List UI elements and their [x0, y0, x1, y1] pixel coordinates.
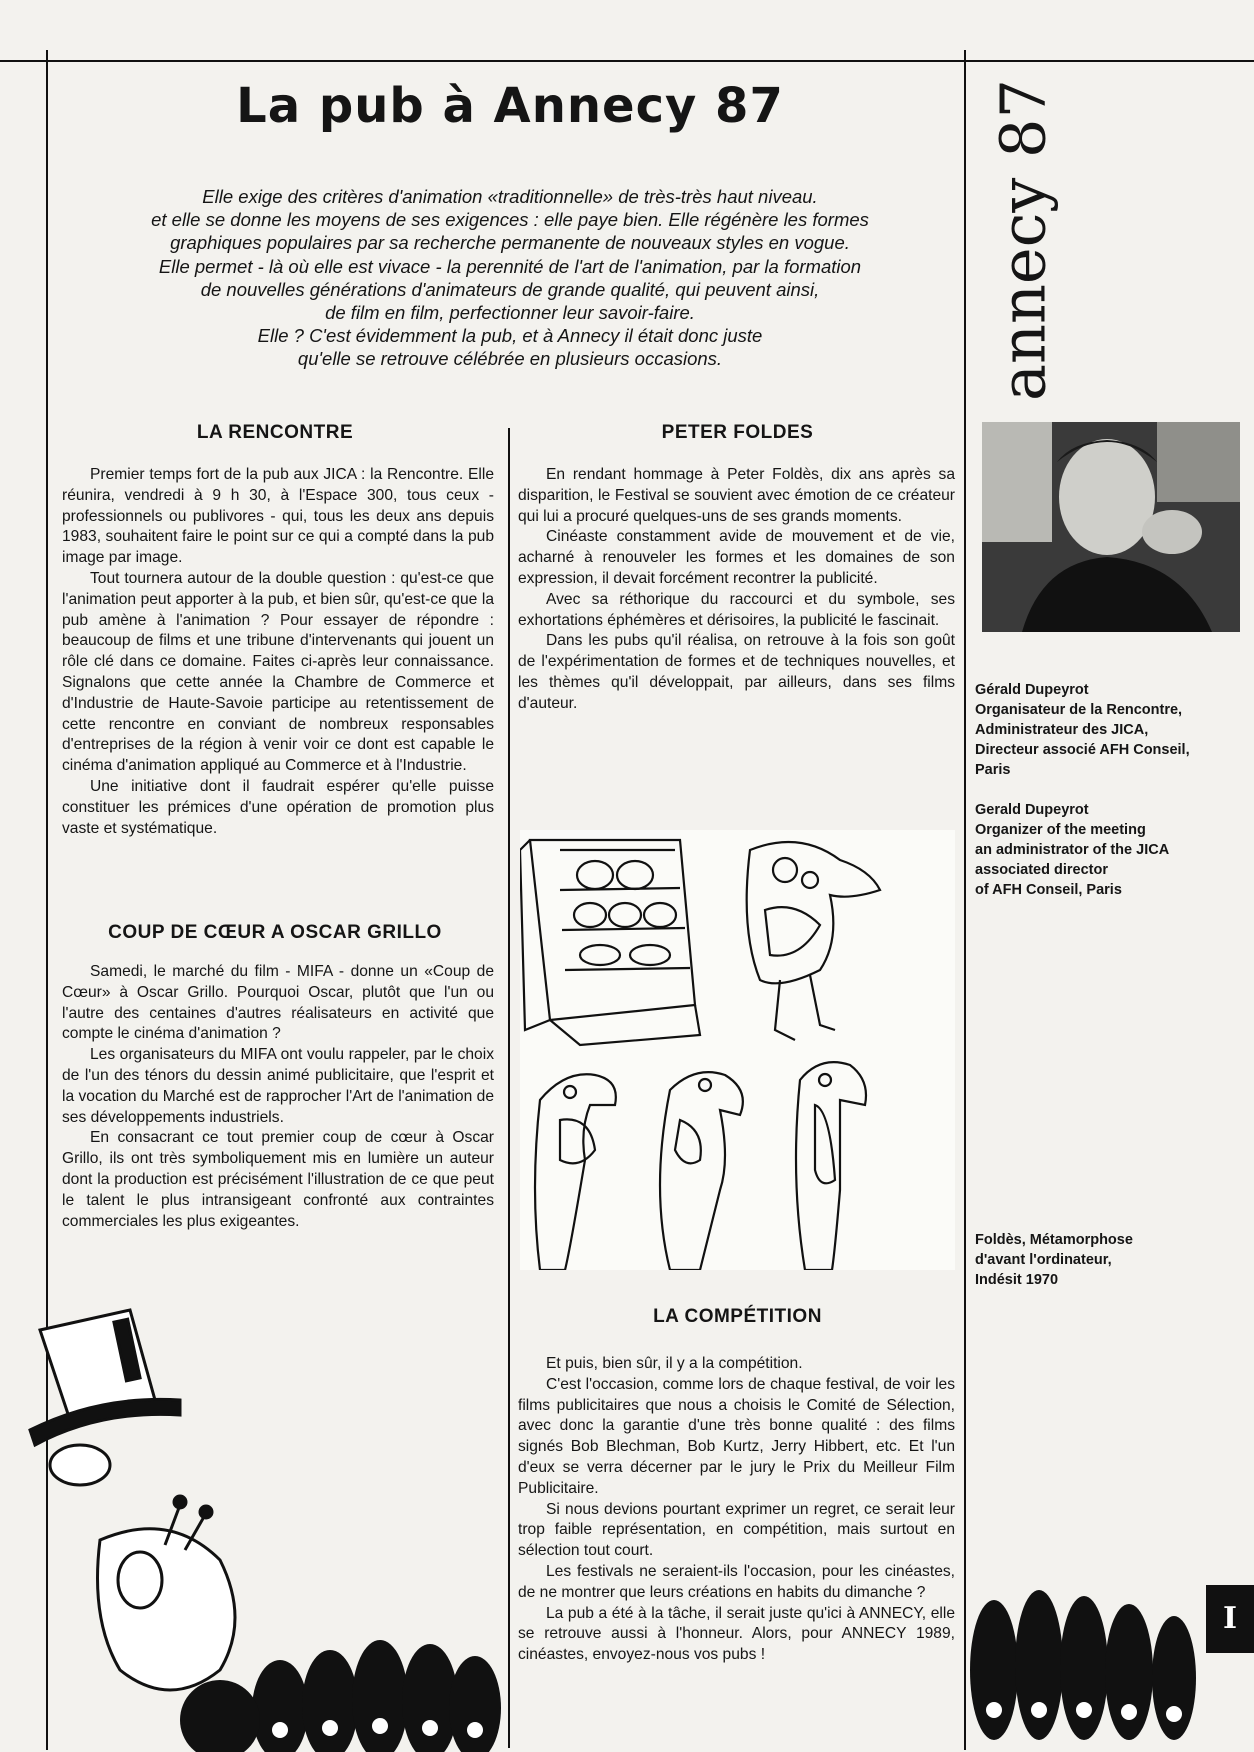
caption-line: Organisateur de la Rencontre, — [975, 702, 1183, 718]
paragraph: Premier temps fort de la pub aux JICA : la Rencontre. Elle réunira, vendredi à 9 h 30, à l'Espace 300, tous ceux - professionnels ou publivores - qui, tous les deux ans depuis 1983, souhaitent faire le point sur ce qui a compté dans la pub image par image. — [62, 466, 494, 567]
intro-line: et elle se donne les moyens de ses exigences : elle paye bien. Elle régénère les formes — [151, 209, 869, 231]
photo-caption-en — [975, 800, 1245, 900]
side-title — [968, 70, 1078, 410]
portrait-photo — [982, 422, 1240, 632]
caption-line: d'avant l'ordinateur, — [975, 1252, 1112, 1268]
caption-line: Indésit 1970 — [975, 1272, 1059, 1288]
foldes-illustration — [520, 830, 955, 1270]
caption-line: Paris — [975, 762, 1011, 778]
caption-line: an administrator of the JICA — [975, 842, 1170, 858]
peter-foldes-heading: PETER FOLDES — [661, 422, 814, 443]
caption-line: Gérald Dupeyrot — [975, 682, 1089, 698]
intro-line: qu'elle se retrouve célébrée en plusieurs occasions. — [297, 348, 723, 370]
caption-line: associated director — [975, 862, 1108, 878]
paragraph: Les festivals ne seraient-ils l'occasion, pour les cinéastes, de ne montrer que leurs créations en habits du dimanche ? — [518, 1562, 955, 1601]
caption-line: of AFH Conseil, Paris — [975, 882, 1122, 898]
paragraph: En rendant hommage à Peter Foldès, dix ans après sa disparition, le Festival se souvient avec émotion de ce créateur qui lui a procuré quelques-uns de ses grands moments. — [518, 466, 955, 525]
caption-line: Gerald Dupeyrot — [975, 802, 1089, 818]
caption-line: Directeur associé AFH Conseil, — [975, 742, 1190, 758]
paragraph: C'est l'occasion, comme lors de chaque festival, de voir les films publicitaires que nous a choisis le Comité de Sélection, avec donc la garantie d'une très bonne qualité : des films signés Bob Blechman, Bob Kurtz, Jerry Hibbert, etc. Et l'un d'eux se verra décerner par le jury le Prix du Meilleur Film Publicitaire. — [518, 1375, 955, 1497]
intro-line: Elle permet - là où elle est vivace - la perennité de l'art de l'animation, par la formation — [158, 255, 862, 277]
portrait-image — [982, 422, 1240, 632]
intro-line: Elle exige des critères d'animation «traditionnelle» de très-très haut niveau. — [202, 186, 818, 207]
intro-line: Elle ? C'est évidemment la pub, et à Annecy il était donc juste — [257, 325, 763, 347]
intro-block — [60, 185, 960, 371]
right-column-rule — [964, 50, 966, 1750]
coup-de-coeur-body — [62, 962, 494, 1232]
intro-line: graphiques populaires par sa recherche permanente de nouveaux styles en vogue. — [170, 232, 850, 254]
paragraph: Les organisateurs du MIFA ont voulu rappeler, par le choix de l'un des ténors du dessin animé publicitaire, que l'esprit et la vocation du Marché est de rapprocher l'Art de l'animation de ses développements industriels. — [62, 1046, 494, 1126]
photo-caption-fr — [975, 680, 1245, 780]
paragraph: Cinéaste constamment avide de mouvement et de vie, acharné à renouveler les formes et les domaines de son expression, il devait forcément recontrer la publicité. — [518, 528, 955, 587]
paragraph: Si nous devions pourtant exprimer un regret, ce serait leur trop faible représentation, en compétition, mais surtout en sélection tout court. — [518, 1500, 955, 1560]
intro-line: de film en film, perfectionner leur savoir-faire. — [325, 302, 695, 324]
peter-foldes-body — [518, 465, 955, 715]
paragraph: Tout tournera autour de la double question : qu'est-ce que l'animation peut apporter à la pub, et bien sûr, qu'est-ce que la pub amène à l'animation ? Pour essayer de répondre : beaucoup de films et une tribune d'intervenants qui jouent un rôle clé dans ce domaine. Faites ci-après leur connaissance. Signalons que cette année la Chambre de Commerce et d'Industrie de Haute-Savoie participe au retentissement de cette rencontre en conviant de nombreux responsables d'entreprises de la région à venir voir ce dont est capable le cinéma d'animation appliqué au Commerce et à l'Industrie. — [62, 569, 494, 775]
paragraph: Samedi, le marché du film - MIFA - donne un «Coup de Cœur» à Oscar Grillo. Pourquoi Oscar, plutôt que l'un ou l'autre des centaines d'autres réalisateurs en activité que compte le cinéma d'animation ? — [62, 963, 494, 1043]
rencontre-heading: LA RENCONTRE — [196, 422, 354, 443]
paragraph: Avec sa réthorique du raccourci et du symbole, ses exhortations éphémères et dérisoires, la publicité le fascinait. — [518, 590, 955, 629]
coup-de-coeur-heading: COUP DE CŒUR A OSCAR GRILLO — [108, 922, 442, 943]
competition-heading: LA COMPÉTITION — [653, 1306, 822, 1327]
cartoon-character-illustration — [20, 1290, 510, 1752]
paragraph: Et puis, bien sûr, il y a la compétition. — [546, 1355, 803, 1372]
rencontre-body — [62, 465, 494, 839]
top-rule — [0, 60, 1254, 62]
marching-figures-illustration — [964, 1560, 1204, 1752]
caption-line: Administrateur des JICA, — [975, 722, 1149, 738]
side-title-text: annecy 87 — [986, 79, 1060, 401]
intro-line: de nouvelles générations d'animateurs de grande qualité, qui peuvent ainsi, — [200, 278, 820, 300]
illustration-caption — [975, 1230, 1245, 1290]
page-title: La pub à Annecy 87 — [236, 78, 784, 134]
paragraph: La pub a été à la tâche, il serait juste qu'ici à ANNECY, elle se retrouve aussi à l'honneur. Alors, pour ANNECY 1989, cinéastes, envoyez-nous vos pubs ! — [518, 1604, 955, 1664]
paragraph: Une initiative dont il faudrait espérer qu'elle puisse constituer les prémices d'une opération de promotion plus vaste et systématique. — [62, 777, 494, 837]
paragraph: En consacrant ce tout premier coup de cœur à Oscar Grillo, ils ont très symboliquement mis en lumière un auteur dont la production est précisément l'illustration de ce que peut le talent le plus intransigeant confronté aux contraintes commerciales les plus exigeantes. — [62, 1129, 494, 1230]
competition-body — [518, 1354, 955, 1666]
page-number: I — [1206, 1585, 1254, 1653]
caption-line: Organizer of the meeting — [975, 822, 1146, 838]
paragraph: Dans les pubs qu'il réalisa, on retrouve à la fois son goût de l'expérimentation de formes et de techniques nouvelles, et les thèmes qu'il développait, par ailleurs, dans ses films d'auteur. — [518, 632, 955, 712]
caption-line: Foldès, Métamorphose — [975, 1232, 1133, 1248]
